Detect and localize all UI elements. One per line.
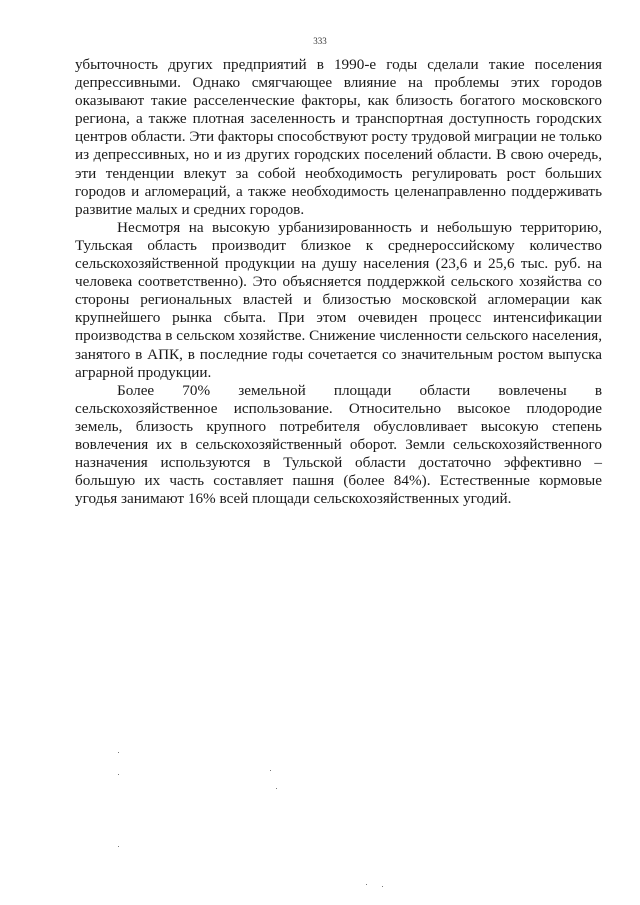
scan-speck: [118, 774, 119, 775]
scan-speck: [118, 846, 119, 847]
scan-speck: [366, 884, 367, 885]
scan-speck: [270, 770, 271, 771]
paragraph-land-use: Более 70% земельной площади области вовлечены в сельскохозяйственное использование. Относительно высокое плодородие земель, близость крупного потребителя обусловливает высокую степень вовлечения их в сельскохозяйственный оборот. Земли сельскохозяйственного назначения используются в Тульской области достаточно эффективно – большую их часть составляет пашня (более 84%). Естественные кормовые угодья занимают 16% всей площади сельскохозяйственных угодий.: [75, 381, 602, 508]
page-number: 333: [313, 36, 327, 46]
paragraph-continuation: убыточность других предприятий в 1990-е годы сделали такие поселения депрессивными. Однако смягчающее влияние на проблемы этих городов оказывают такие расселенческие факторы, как близость богатого московского региона, а также плотная заселенность и транспортная доступность городских центров области. Эти факторы способствуют росту трудовой миграции не только из депрессивных, но и из других городских поселений области. В свою очередь, эти тенденции влекут за собой необходимость регулировать рост больших городов и агломераций, а также необходимость целенаправленно поддерживать развитие малых и средних городов.: [75, 56, 602, 218]
scan-speck: [118, 752, 119, 753]
paragraph-agriculture-output: Несмотря на высокую урбанизированность и небольшую территорию, Тульская область производит близкое к среднероссийскому количество сельскохозяйственной продукции на душу населения (23,6 и 25,6 тыс. руб. на человека соответственно). Это объясняется поддержкой сельского хозяйства со стороны региональных властей и близостью московской агломерации как крупнейшего рынка сбыта. При этом очевиден процесс интенсификации производства в сельском хозяйстве. Снижение численности сельского населения, занятого в АПК, в последние годы сочетается со значительным ростом выпуска аграрной продукции.: [75, 218, 602, 381]
scan-speck: [276, 788, 277, 789]
scan-speck: [382, 886, 383, 887]
document-body: [75, 56, 602, 508]
